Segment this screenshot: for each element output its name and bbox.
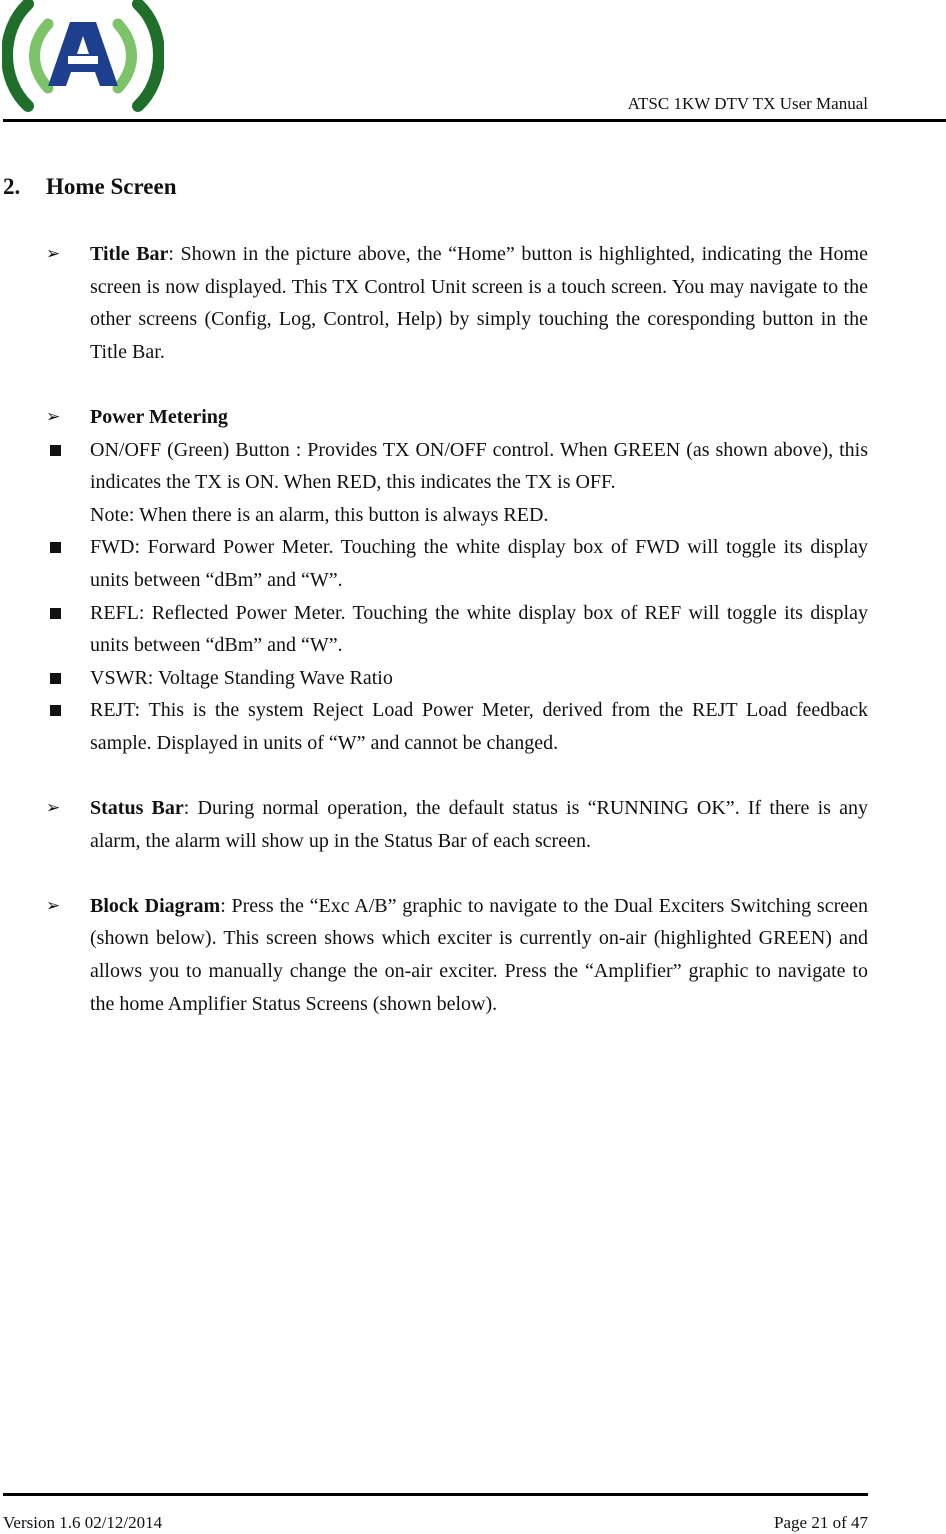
list-item: VSWR: Voltage Standing Wave Ratio [46, 662, 868, 695]
section-heading [3, 174, 177, 200]
list-item: FWD: Forward Power Meter. Touching the white display box of FWD will toggle its display units between “dBm” and “W”. [46, 531, 868, 596]
list-item: REFL: Reflected Power Meter. Touching the white display box of REF will toggle its display units between “dBm” and “W”. [46, 597, 868, 662]
document-body [46, 238, 868, 1020]
square-bullet-icon [50, 705, 61, 716]
arrow-bullet-icon: ➢ [46, 406, 61, 427]
arrow-bullet-icon: ➢ [46, 798, 61, 819]
version-info: Version 1.6 02/12/2014 [3, 1513, 163, 1532]
document-title: ATSC 1KW DTV TX User Manual [627, 94, 868, 113]
header-divider [3, 119, 946, 122]
power-metering-label: Power Metering [90, 405, 228, 428]
list-item: ON/OFF (Green) Button : Provides TX ON/OFF control. When GREEN (as shown above), this indicates the TX is ON. When RED, this indicates the TX is OFF. Note: When there is an alarm, this button is always RED. [46, 434, 868, 532]
title-bar-text: : Shown in the picture above, the “Home” button is highlighted, indicating the Home screen is now displayed. This TX Control Unit screen is a touch screen. You may navigate to the other screens (Config, Log, Control, Help) by simply touching the coresponding button in the Title Bar. [90, 243, 868, 363]
arrow-bullet-icon: ➢ [46, 244, 61, 264]
title-bar-paragraph [46, 238, 868, 368]
block-diagram-paragraph [46, 890, 868, 1020]
company-logo [2, 0, 164, 112]
section-title: Home Screen [46, 174, 177, 199]
arrow-bullet-icon: ➢ [46, 895, 61, 916]
status-bar-paragraph [46, 792, 868, 857]
status-bar-text: : During normal operation, the default status is “RUNNING OK”. If there is any alarm, the alarm will show up in the Status Bar of each screen. [90, 797, 868, 852]
block-diagram-label: Block Diagram [90, 894, 221, 917]
section-number: 2. [3, 174, 21, 199]
status-bar-label: Status Bar [90, 797, 184, 820]
list-item: REJT: This is the system Reject Load Power Meter, derived from the REJT Load feedback sample. Displayed in units of “W” and cannot be changed. [46, 694, 868, 759]
square-bullet-icon [50, 608, 61, 619]
page-number: Page 21 of 47 [774, 1513, 868, 1532]
power-metering-list [46, 434, 868, 760]
footer-divider [3, 1493, 868, 1496]
block-diagram-text: : Press the “Exc A/B” graphic to navigate to the Dual Exciters Switching screen (shown below). This screen shows which exciter is currently on-air (highlighted GREEN) and allows you to manually change the on-air exciter. Press the “Amplifier” graphic to navigate to the home Amplifier Status Screens (shown below). [90, 894, 869, 1015]
title-bar-label: Title Bar [90, 243, 169, 265]
square-bullet-icon [50, 445, 61, 456]
note-text: Note: When there is an alarm, this button is always RED. [90, 503, 549, 526]
square-bullet-icon [50, 673, 61, 684]
square-bullet-icon [50, 542, 61, 553]
power-metering-section [46, 401, 868, 760]
